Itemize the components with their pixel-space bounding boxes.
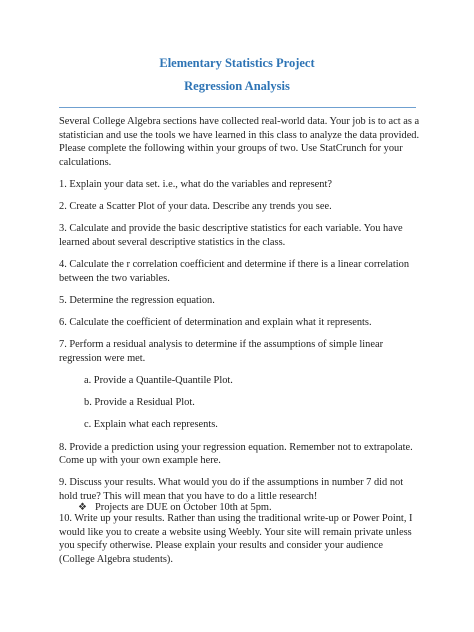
header-divider	[59, 107, 416, 108]
task-item-10: 10. Write up your results. Rather than using the traditional write-up or Power Point, I would like you to create a website using Weebly. Your site will remain private unless you specify otherwise. Please explain your results and consider your audience (College Algebra students).	[59, 513, 413, 565]
document-subtitle: Regression Analysis	[184, 79, 290, 93]
task-item-3: 3. Calculate and provide the basic descriptive statistics for each variable. You have learned about several descriptive statistics in the class.	[59, 223, 403, 248]
diamond-bullet-icon: ❖	[78, 502, 87, 513]
due-date-note	[78, 502, 272, 513]
intro-paragraph: Several College Algebra sections have collected real-world data. Your job is to act as a statistician and use the tools we have learned in this class to analyze the data provided. Please complete the following within your groups of two. Use StatCrunch for your calculations.	[59, 116, 420, 168]
task-subitem-a: a. Provide a Quantile-Quantile Plot.	[84, 375, 233, 387]
task-subitem-b: b. Provide a Residual Plot.	[84, 397, 195, 409]
task-item-1: 1. Explain your data set. i.e., what do the variables and represent?	[59, 178, 332, 190]
document-title: Elementary Statistics Project	[159, 56, 315, 70]
task-item-9: 9. Discuss your results. What would you do if the assumptions in number 7 did not hold true? This will mean that you have to do a little research!	[59, 477, 404, 502]
task-item-7: 7. Perform a residual analysis to determine if the assumptions of simple linear regression were met.	[59, 339, 384, 364]
task-subitem-c: c. Explain what each represents.	[84, 419, 218, 431]
task-item-8: 8. Provide a prediction using your regression equation. Remember not to extrapolate. Come up with your own example here.	[59, 441, 413, 467]
task-item-6: 6. Calculate the coefficient of determination and explain what it represents.	[59, 317, 372, 329]
task-item-5: 5. Determine the regression equation.	[59, 294, 215, 306]
task-item-4: 4. Calculate the r correlation coefficient and determine if there is a linear correlation between the two variables.	[59, 259, 410, 284]
task-item-2: 2. Create a Scatter Plot of your data. Describe any trends you see.	[59, 201, 332, 213]
due-date-text: Projects are DUE on October 10th at 5pm.	[94, 502, 272, 513]
